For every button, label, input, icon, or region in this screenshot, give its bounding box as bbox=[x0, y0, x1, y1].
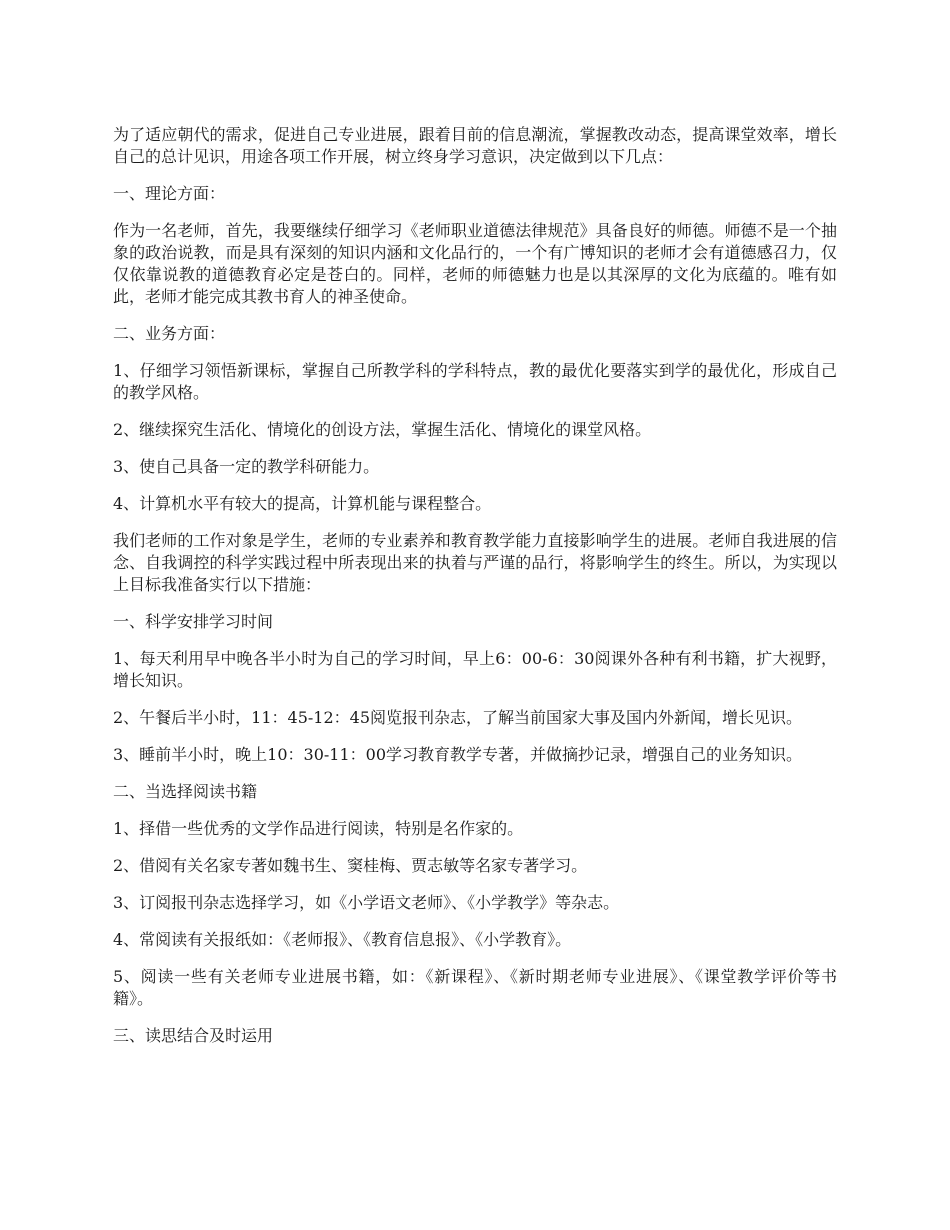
reading-item-2: 2、借阅有关名家专著如魏书生、窦桂梅、贾志敏等名家专著学习。 bbox=[113, 856, 588, 875]
measures-intro-paragraph: 我们老师的工作对象是学生，老师的专业素养和教育教学能力直接影响学生的进展。老师自我进展的信念、自我调控的科学实践过程中所表现出来的执着与严谨的品行，将影响学生的终生。所以，为实现以上目标我准备实行以下措施： bbox=[113, 531, 837, 594]
reading-item-3: 3、订阅报刊杂志选择学习，如《小学语文老师》、《小学教学》等杂志。 bbox=[113, 893, 620, 912]
study-time-item-3: 3、睡前半小时，晚上10：30-11：00学习教育教学专著，并做摘抄记录，增强自己的业务知识。 bbox=[113, 745, 803, 764]
section-heading-study-time: 一、科学安排学习时间 bbox=[113, 612, 274, 631]
reading-item-5: 5、阅读一些有关老师专业进展书籍，如：《新课程》、《新时期老师专业进展》、《课堂教学评价等书籍》。 bbox=[113, 967, 837, 1008]
section-heading-business: 二、业务方面： bbox=[113, 324, 226, 343]
section-heading-reading-books: 二、当选择阅读书籍 bbox=[113, 782, 258, 801]
reading-item-4: 4、常阅读有关报纸如：《老师报》、《教育信息报》、《小学教育》。 bbox=[113, 930, 572, 949]
section-heading-theory: 一、理论方面： bbox=[113, 184, 226, 203]
business-item-4: 4、计算机水平有较大的提高，计算机能与课程整合。 bbox=[113, 494, 492, 513]
theory-paragraph: 作为一名老师，首先，我要继续仔细学习《老师职业道德法律规范》具备良好的师德。师德不是一个抽象的政治说教，而是具有深刻的知识内涵和文化品行的，一个有广博知识的老师才会有道德感召力，仅仅依靠说教的道德教育必定是苍白的。同样，老师的师德魅力也是以其深厚的文化为底蕴的。唯有如此，老师才能完成其教书育人的神圣使命。 bbox=[113, 221, 837, 306]
study-time-item-2: 2、午餐后半小时，11：45-12：45阅览报刊杂志，了解当前国家大事及国内外新闻，增长见识。 bbox=[113, 708, 803, 727]
study-time-item-1: 1、每天利用早中晚各半小时为自己的学习时间，早上6：00-6：30阅课外各种有利书籍，扩大视野，增长知识。 bbox=[113, 649, 837, 690]
intro-paragraph: 为了适应朝代的需求，促进自己专业进展，跟着目前的信息潮流，掌握教改动态，提高课堂效率，增长自己的总计见识，用途各项工作开展，树立终身学习意识，决定做到以下几点： bbox=[113, 125, 837, 166]
business-item-2: 2、继续探究生活化、情境化的创设方法，掌握生活化、情境化的课堂风格。 bbox=[113, 420, 652, 439]
reading-item-1: 1、择借一些优秀的文学作品进行阅读，特别是名作家的。 bbox=[113, 819, 524, 838]
section-heading-reflect-apply: 三、读思结合及时运用 bbox=[113, 1026, 274, 1045]
document-body bbox=[113, 124, 837, 1062]
business-item-3: 3、使自己具备一定的教学科研能力。 bbox=[113, 457, 380, 476]
business-item-1: 1、仔细学习领悟新课标，掌握自己所教学科的学科特点，教的最优化要落实到学的最优化，形成自己的教学风格。 bbox=[113, 361, 837, 402]
